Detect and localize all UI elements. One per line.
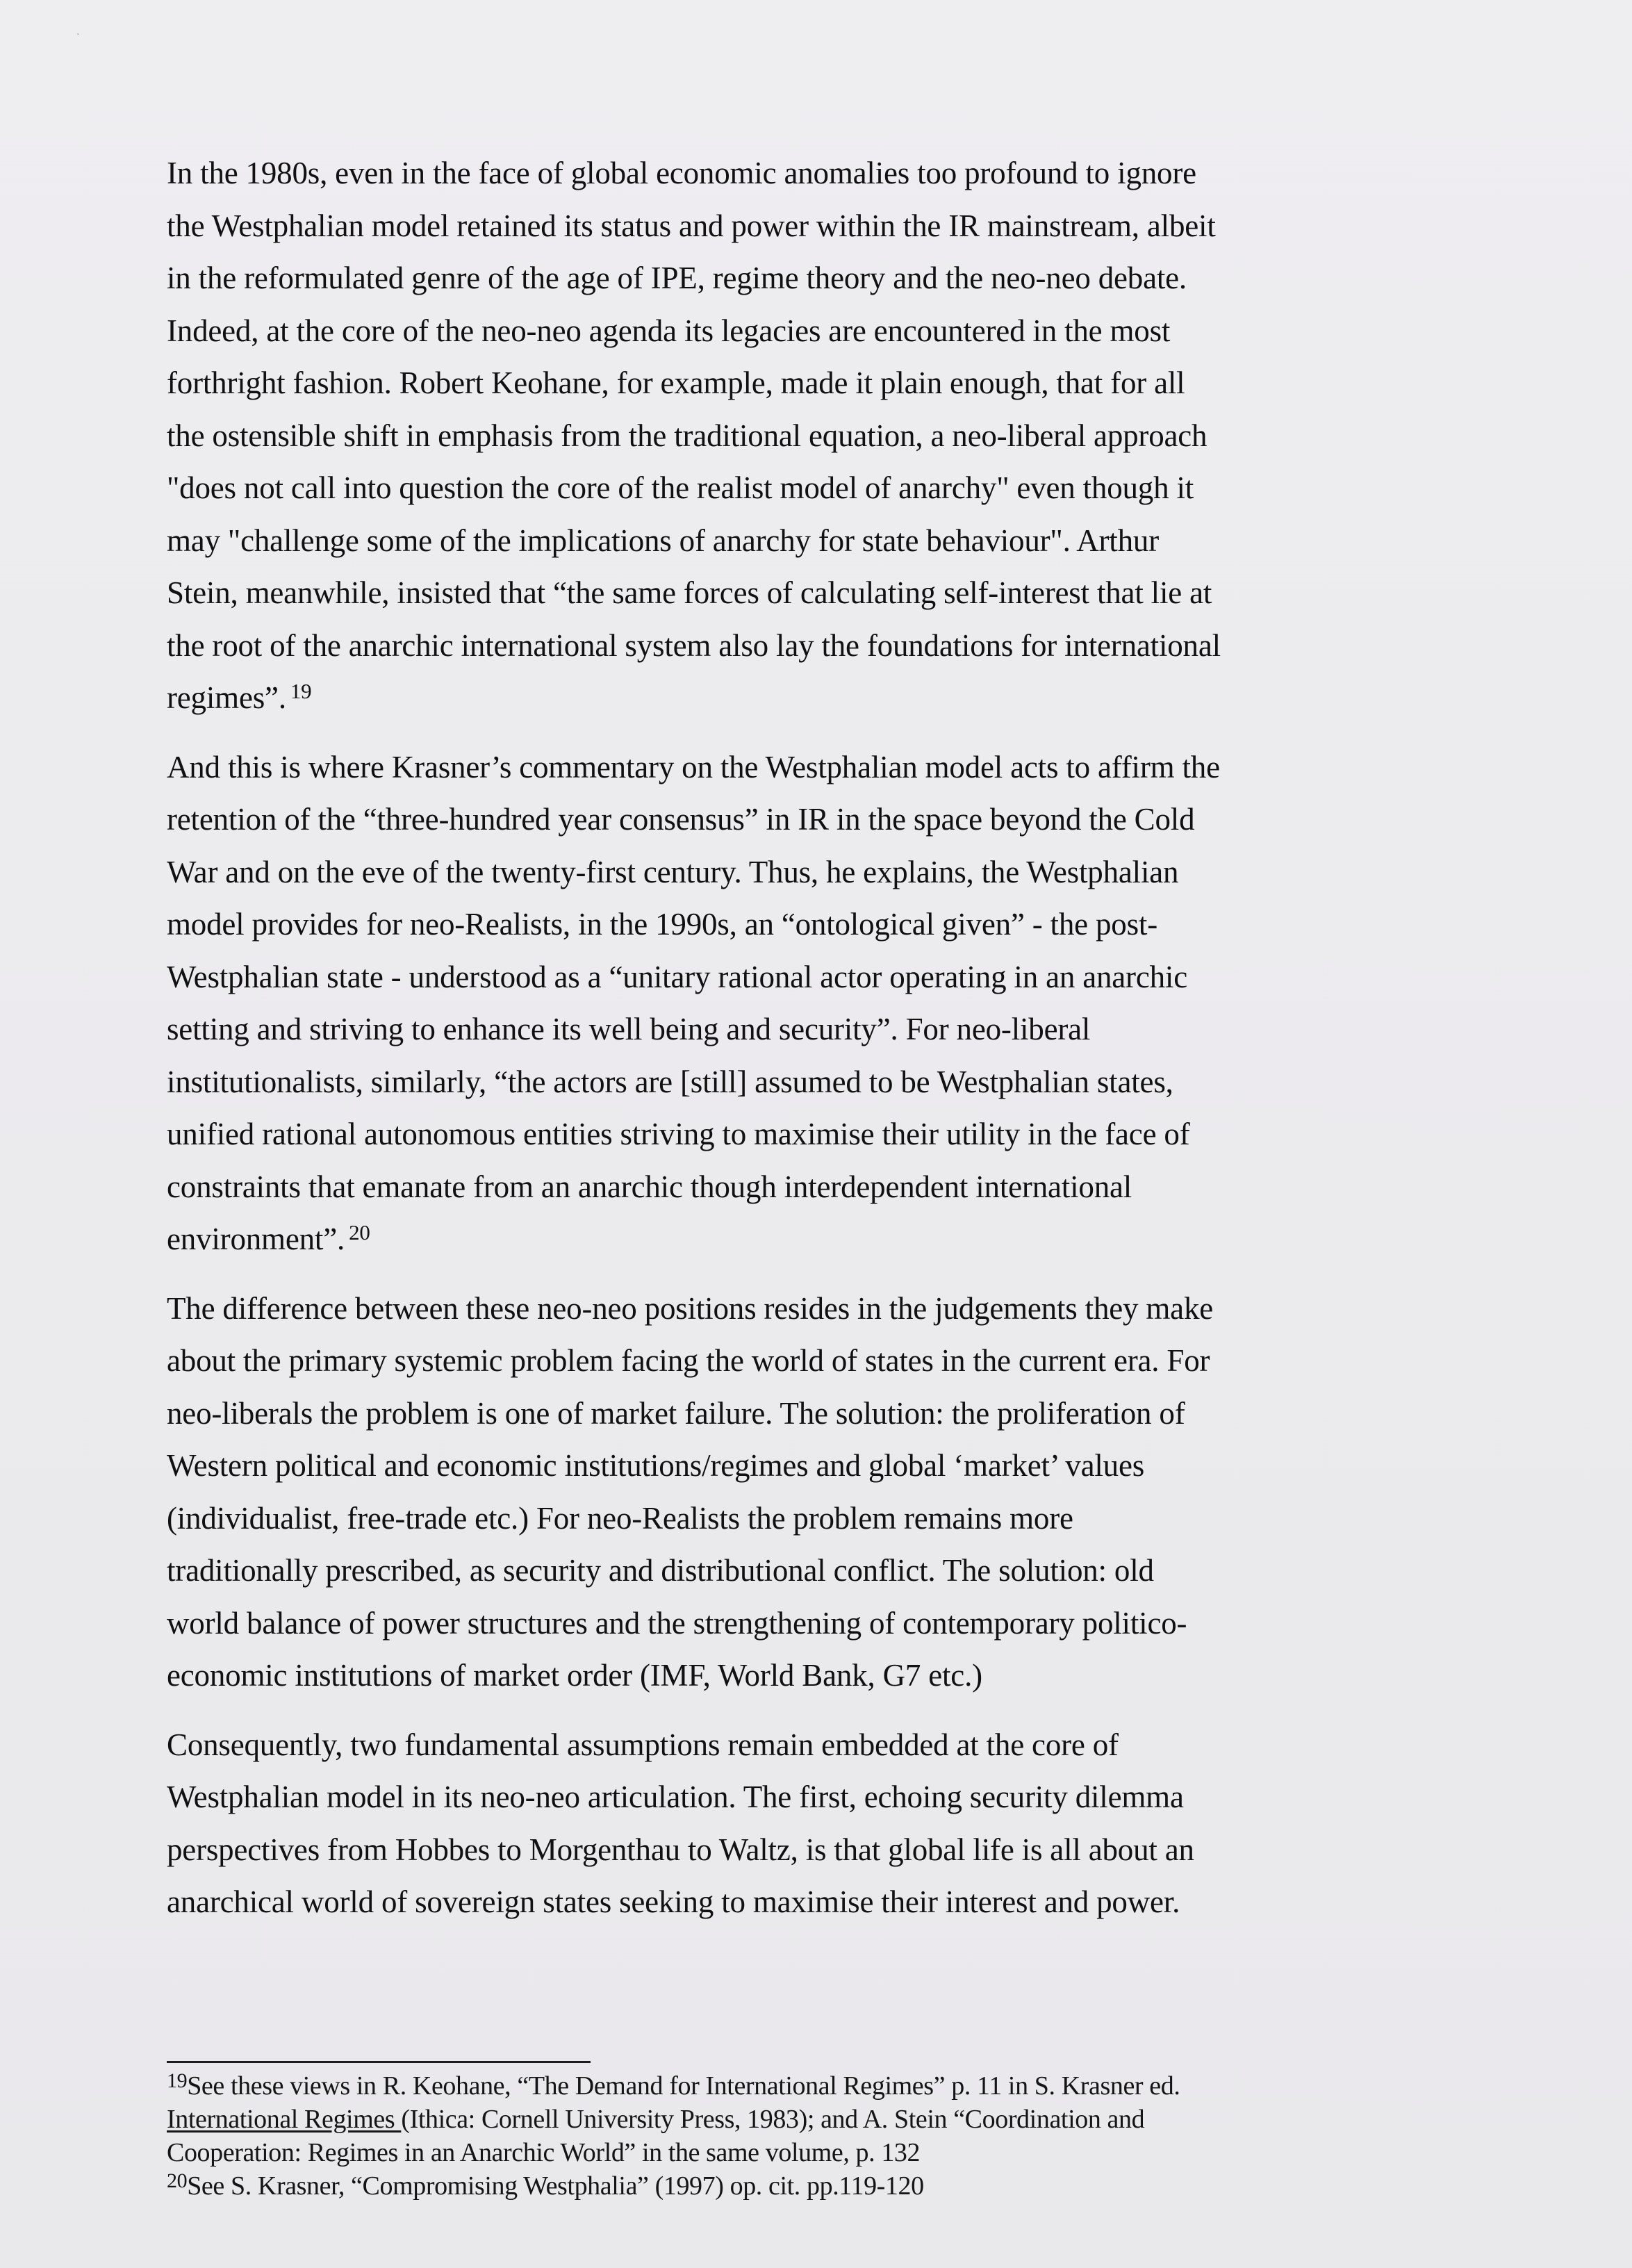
paragraph-1 (167, 147, 1438, 725)
footnote-divider (167, 2061, 591, 2063)
footnotes (167, 2069, 1438, 2203)
text-line: in the reformulated genre of the age of IPE, regime theory and the neo-neo debate. (167, 261, 1187, 295)
footnote-number: 19 (167, 2069, 188, 2092)
text-line: may "challenge some of the implications of anarchy for state behaviour". Arthur (167, 523, 1159, 558)
text-line: Consequently, two fundamental assumptions remain embedded at the core of (167, 1727, 1119, 1762)
text-line: constraints that emanate from an anarchic though interdependent international (167, 1169, 1132, 1204)
footnote-text: See these views in R. Keohane, “The Demand for International Regimes” p. 11 in S. Krasner ed. (187, 2071, 1180, 2101)
book-title: International Regimes (167, 2105, 402, 2134)
text-line: the root of the anarchic international system also lay the foundations for international (167, 627, 1221, 663)
text-line: In the 1980s, even in the face of global economic anomalies too profound to ignore (167, 156, 1196, 190)
paragraph-2 (167, 741, 1438, 1266)
footnote-line: Cooperation: Regimes in an Anarchic World” in the same volume, p. 132 (167, 2138, 921, 2167)
text-line: institutionalists, similarly, “the actors are [still] assumed to be Westphalian states, (167, 1064, 1173, 1099)
text-line: environment”. (167, 1222, 345, 1256)
text-line-with-ref (167, 672, 1438, 725)
text-line: forthright fashion. Robert Keohane, for example, made it plain enough, that for all (167, 365, 1185, 400)
text-line-with-ref (167, 1213, 1438, 1266)
text-line: about the primary systemic problem facing the world of states in the current era. For (167, 1343, 1210, 1378)
footnote-reference: 19 (290, 679, 312, 703)
text-line: "does not call into question the core of the realist model of anarchy" even though it (167, 470, 1194, 505)
text-line: (individualist, free-trade etc.) For neo-Realists the problem remains more (167, 1500, 1073, 1536)
footnote-19 (167, 2069, 1438, 2169)
text-line: the Westphalian model retained its status and power within the IR mainstream, albeit (167, 208, 1216, 243)
footnote-line (167, 2103, 1438, 2136)
text-line: The difference between these neo-neo positions resides in the judgements they make (167, 1290, 1214, 1326)
text-line: perspectives from Hobbes to Morgenthau to Waltz, is that global life is all about an (167, 1832, 1194, 1867)
text-line: Westphalian model in its neo-neo articulation. The first, echoing security dilemma (167, 1780, 1184, 1814)
text-line: setting and striving to enhance its well being and security”. For neo-liberal (167, 1012, 1091, 1046)
text-line: neo-liberals the problem is one of market failure. The solution: the proliferation of (167, 1395, 1185, 1431)
footnote-reference: 20 (349, 1220, 370, 1244)
footnote-number: 20 (167, 2169, 188, 2192)
footnote-text: See S. Krasner, “Compromising Westphalia” (1997) op. cit. pp.119-120 (187, 2171, 924, 2201)
scan-speck: · (76, 29, 80, 40)
text-line: economic institutions of market order (IMF, World Bank, G7 etc.) (167, 1658, 982, 1693)
text-line: model provides for neo-Realists, in the 1990s, an “ontological given” - the post- (167, 907, 1157, 942)
text-line: retention of the “three-hundred year consensus” in IR in the space beyond the Cold (167, 802, 1195, 837)
text-line: And this is where Krasner’s commentary on the Westphalian model acts to affirm the (167, 749, 1220, 784)
footnote-text: (Ithica: Cornell University Press, 1983); and A. Stein “Coordination and (401, 2105, 1145, 2134)
text-line: Stein, meanwhile, insisted that “the same forces of calculating self-interest that lie at (167, 575, 1212, 610)
text-line: regimes”. (167, 680, 286, 715)
text-line: traditionally prescribed, as security and distributional conflict. The solution: old (167, 1553, 1154, 1588)
footnote-20 (167, 2169, 1438, 2203)
text-line: Indeed, at the core of the neo-neo agenda its legacies are encountered in the most (167, 313, 1171, 348)
text-line: Westphalian state - understood as a “unitary rational actor operating in an anarchic (167, 959, 1187, 994)
text-line: anarchical world of sovereign states seeking to maximise their interest and power. (167, 1884, 1180, 1919)
text-line: the ostensible shift in emphasis from the traditional equation, a neo-liberal approach (167, 418, 1207, 453)
text-line: War and on the eve of the twenty-first century. Thus, he explains, the Westphalian (167, 854, 1179, 889)
footnote-line (167, 2169, 1438, 2203)
footnote-line (167, 2069, 1438, 2103)
text-line: world balance of power structures and the strengthening of contemporary politico- (167, 1605, 1187, 1641)
body-text (167, 147, 1438, 1946)
text-line: unified rational autonomous entities striving to maximise their utility in the face of (167, 1117, 1190, 1151)
paragraph-3 (167, 1283, 1438, 1702)
paragraph-4 (167, 1719, 1438, 1929)
text-line: Western political and economic institutions/regimes and global ‘market’ values (167, 1448, 1145, 1483)
